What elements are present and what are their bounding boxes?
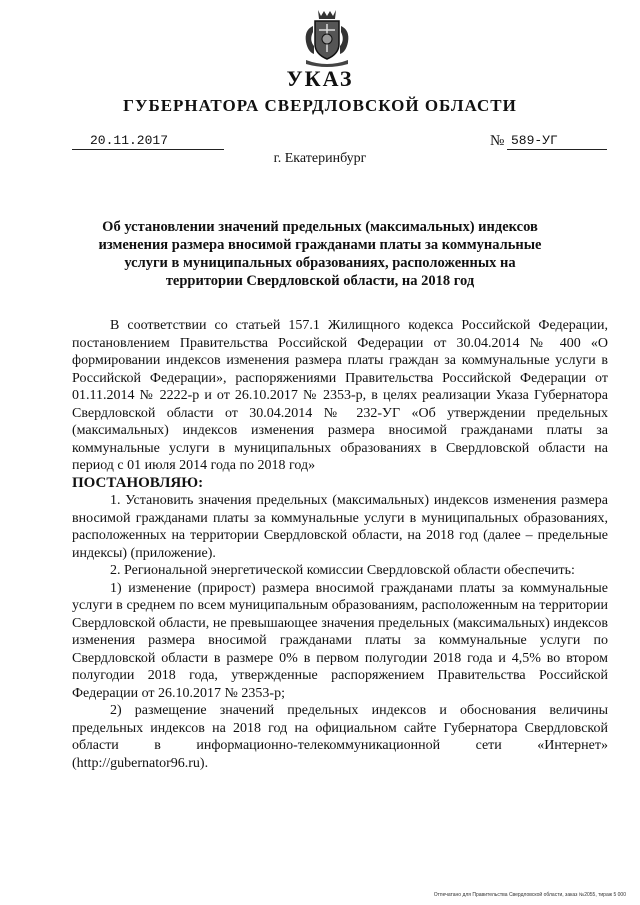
clause-2: 2. Региональной энергетической комиссии Свердловской области обеспечить: [110,563,575,578]
decree-keyword: ПОСТАНОВЛЯЮ: [72,474,204,491]
coat-of-arms-icon [298,6,356,68]
preamble-paragraph: В соответствии со статьей 157.1 Жилищного кодекса Российской Федерации, постановлением Правительства Российской Федерации от 30.04.2014 № 400 «О формировании индексов изменения размера платы граждан за коммунальные услуги в Российской Федерации», распоряжениями Правительства Российской Федерации от 01.11.2014 № 2222-р и от 26.10.2017 № 2353-р, в целях реализации Указа Губернатора Свердловской области от 30.04.2014 № 232-УГ «Об утверждении предельных (максимальных) индексов изменения размера вносимой гражданами платы за коммунальные услуги в муниципальных образованиях в Свердловской области на период с 01 июля 2014 года по 2018 год» [72,318,608,473]
document-title: Об установлении значений предельных (максимальных) индексов изменения размера вносимой гражданами платы за коммунальные услуги в муниципальных образованиях, расположенных на территории Свердловской области, на 2018 год [98,219,542,289]
clause-2-subitem-2: 2) размещение значений предельных индексов и обоснования величины предельных индексов на 2018 год на официальном сайте Губернатора Свердловской области в информационно-телекоммуникационной сети «Интернет» (http://gubernator96.ru). [72,703,608,771]
document-number: 589-УГ [507,133,607,150]
print-footer: Отпечатано для Правительства Свердловской области, заказ №2055, тираж 5 000 [433,892,626,898]
number-label: № [490,133,505,149]
city-line: г. Екатеринбург [273,151,367,166]
clause-1: 1. Установить значения предельных (максимальных) индексов изменения размера вносимой гражданами платы за коммунальные услуги в муниципальных образованиях, расположенных на территории Свердловской области, на 2018 год (далее – предельные индексы) (приложение). [72,493,608,561]
document-type-heading: УКАЗ [286,66,354,91]
issuer-heading: ГУБЕРНАТОРА СВЕРДЛОВСКОЙ ОБЛАСТИ [123,96,517,115]
document-date: 20.11.2017 [72,133,224,150]
document-body [72,317,608,772]
clause-2-subitem-1: 1) изменение (прирост) размера вносимой гражданами платы за коммунальные услуги в среднем по всем муниципальным образованиям, расположенным на территории Свердловской области, не превышающее значения предельных (максимальных) индексов изменения размера вносимой гражданами платы за коммунальные услуги по Свердловской области в размере 0% в первом полугодии 2018 года и 4,5% во втором полугодии 2018 года, утвержденные распоряжением Правительства Российской Федерации от 26.10.2017 № 2353-р; [72,580,608,701]
